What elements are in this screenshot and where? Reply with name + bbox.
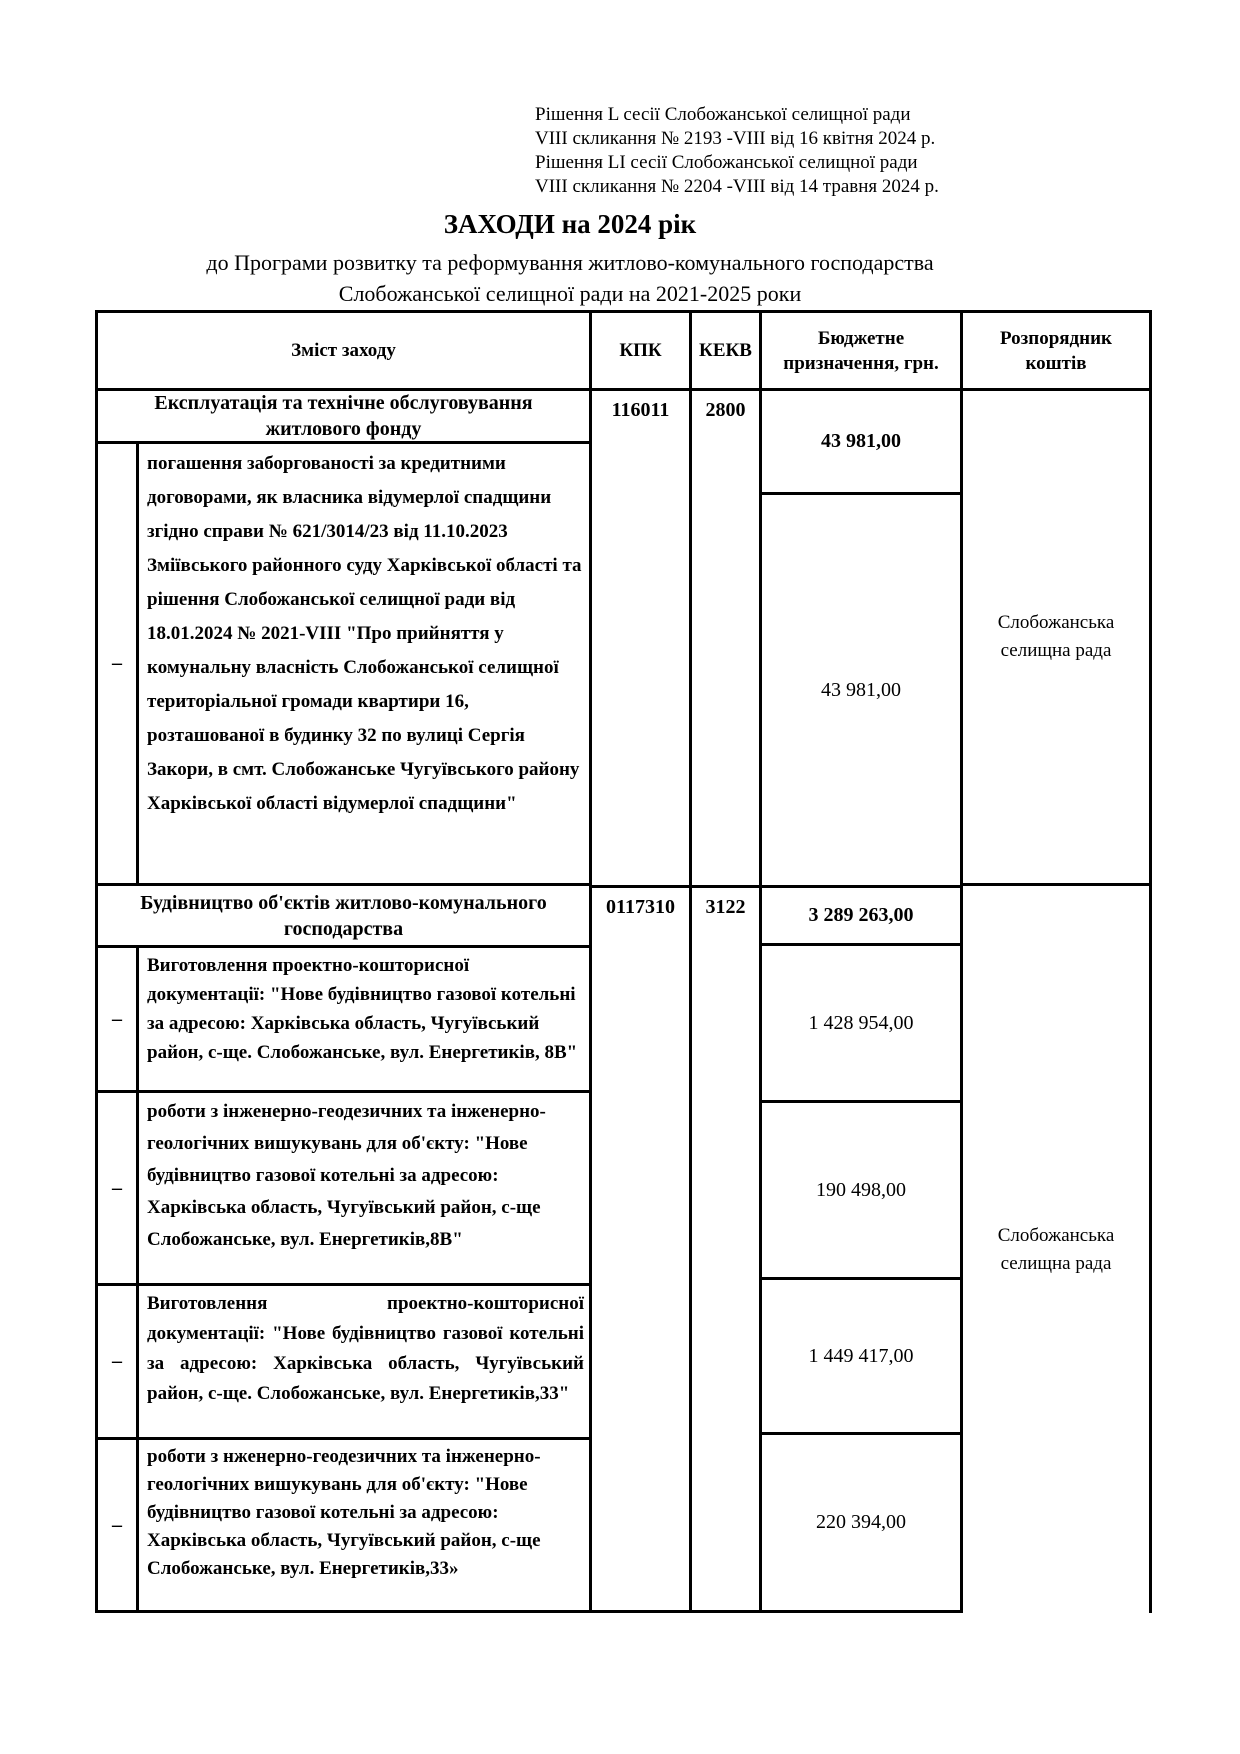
- budget-amount-cell: 43 981,00: [762, 495, 960, 888]
- subtitle-line-1: до Програми розвитку та реформування житлово-комунального господарства: [206, 250, 934, 275]
- column-header-kekv: КЕКВ: [692, 313, 759, 391]
- sub-row-text: роботи з нженерно-геодезичних та інженерно-геологічних вишукувань для об'єкту: "Нове будівництво газової котельні за адресою: Харківська область, Чугуївський район, с-ще Слобожанське, вул. Енергетиків,33»: [147, 1446, 541, 1579]
- kekv-code-cell: 3122: [692, 888, 759, 1613]
- sub-row-design-doc-8v: [98, 948, 589, 1093]
- sub-row-survey-works-8v: [98, 1093, 589, 1286]
- decision-reference-line: VIII скликання № 2193 -VIII від 16 квітня 2024 р.: [535, 128, 936, 149]
- fund-manager-cell: Слобожанська селищна рада: [963, 391, 1149, 886]
- column-header-kpk: КПК: [592, 313, 689, 391]
- column-header-fund-manager: Розпорядник коштів: [963, 313, 1149, 391]
- column-kpk: [592, 313, 692, 1613]
- dash-marker: –: [98, 1286, 139, 1437]
- kpk-code-cell: 116011: [592, 391, 689, 888]
- dash-marker: –: [98, 1440, 139, 1610]
- budget-amount-cell: 190 498,00: [762, 1103, 960, 1280]
- fund-manager-cell: Слобожанська селищна рада: [963, 886, 1149, 1613]
- column-header-content: Зміст заходу: [98, 313, 589, 391]
- group-row-construction: Будівництво об'єктів житлово-комунального господарства: [98, 886, 589, 948]
- page-title: ЗАХОДИ на 2024 рік: [443, 209, 697, 239]
- column-content: [98, 313, 592, 1613]
- page-subtitle: [0, 247, 1140, 309]
- budget-amount-cell: 220 394,00: [762, 1435, 960, 1613]
- budget-amount-cell: 3 289 263,00: [762, 888, 960, 946]
- budget-amount-cell: 1 449 417,00: [762, 1280, 960, 1435]
- group-row-housing-maintenance: Експлуатація та технічне обслуговування житлового фонду: [98, 391, 589, 444]
- kpk-code-cell: 0117310: [592, 888, 689, 1613]
- column-header-budget: Бюджетне призначення, грн.: [762, 313, 960, 391]
- sub-row-survey-works-33: [98, 1440, 589, 1613]
- headings-block: [0, 207, 1140, 309]
- sub-row-debt-repayment: [98, 444, 589, 886]
- sub-row-text: роботи з інженерно-геодезичних та інженерно-геологічних вишукувань для об'єкту: "Нове будівництво газової котельні за адресою: Харківська область, Чугуївський район, с-ще Слобожанське, вул. Енергетиків,8В": [147, 1101, 546, 1250]
- decision-reference-block: [535, 103, 939, 199]
- column-budget: [762, 313, 963, 1613]
- dash-marker: –: [98, 1093, 139, 1283]
- column-fund-manager: [963, 313, 1149, 1613]
- decision-reference-line: VIII скликання № 2204 -VIII від 14 травня 2024 р.: [535, 176, 939, 197]
- measures-table: [95, 310, 1152, 1613]
- sub-row-text: Виготовлення проектно-кошторисної документації: "Нове будівництво газової котельні за адресою: Харківська область, Чугуївський район, с-ще. Слобожанське, вул. Енергетиків,33": [147, 1293, 584, 1404]
- budget-amount-cell: 43 981,00: [762, 391, 960, 495]
- sub-row-text: погашення заборгованості за кредитними договорами, як власника відумерлої спадщини згідно справи № 621/3014/23 від 11.10.2023 Зміївського районного суду Харківської області та рішення Слобожанської селищної ради від 18.01.2024 № 2021-VIII "Про прийняття у комунальну власність Слобожанської селищної територіальної громади квартири 16, розташованої в будинку 32 по вулиці Сергія Закори, в смт. Слобожанське Чугуївського району Харківської області відумерлої спадщини": [147, 453, 582, 814]
- decision-reference-line: Рішення LI сесії Слобожанської селищної ради: [535, 152, 918, 173]
- sub-row-design-doc-33: [98, 1286, 589, 1440]
- kekv-code-cell: 2800: [692, 391, 759, 888]
- dash-marker: –: [98, 444, 139, 883]
- dash-marker: –: [98, 948, 139, 1090]
- sub-row-text: Виготовлення проектно-кошторисної документації: "Нове будівництво газової котельні за адресою: Харківська область, Чугуївський район, с-ще. Слобожанське, вул. Енергетиків, 8В": [147, 955, 578, 1063]
- decision-reference-line: Рішення L сесії Слобожанської селищної ради: [535, 104, 911, 125]
- subtitle-line-2: Слобожанської селищної ради на 2021-2025 роки: [338, 281, 802, 306]
- budget-amount-cell: 1 428 954,00: [762, 946, 960, 1103]
- column-kekv: [692, 313, 762, 1613]
